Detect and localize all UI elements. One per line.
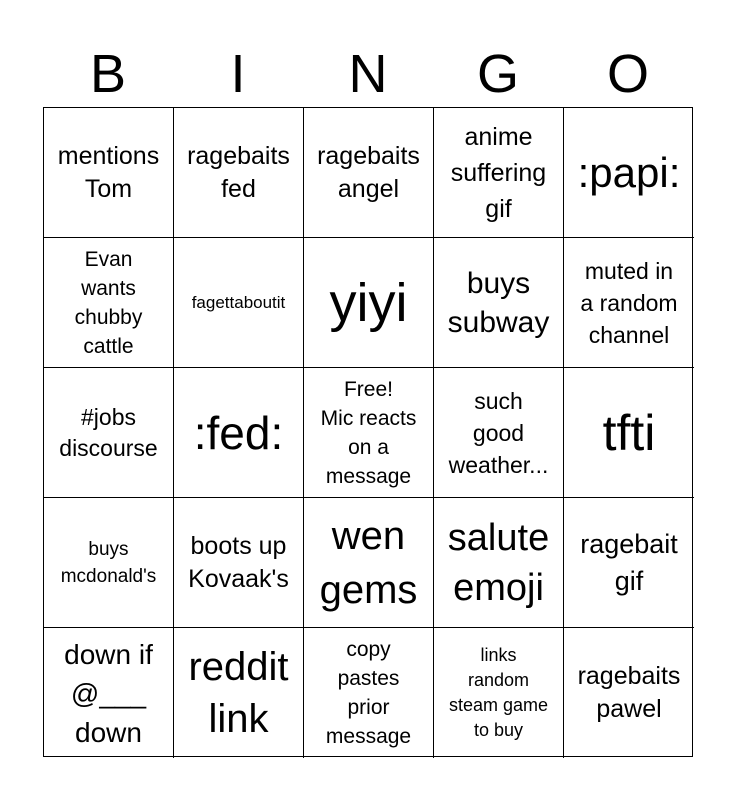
bingo-cell-text: ragebaits angel xyxy=(317,141,420,203)
bingo-cell-r1c3[interactable] xyxy=(304,108,434,238)
bingo-cell-r1c4[interactable] xyxy=(434,108,564,238)
bingo-cell-r1c2[interactable] xyxy=(174,108,304,238)
bingo-cell-r1c5[interactable] xyxy=(564,108,694,238)
bingo-cell-text: ragebaits fed xyxy=(187,141,290,203)
header-letter-b: B xyxy=(89,44,127,104)
bingo-board xyxy=(43,107,693,757)
bingo-cell-text: Evan wants chubby cattle xyxy=(74,247,143,358)
bingo-cell-text: links random steam game to buy xyxy=(448,645,549,740)
bingo-cell-text: :fed: xyxy=(193,406,284,459)
bingo-cell-text: wen gems xyxy=(319,513,418,612)
bingo-cell-text: salute emoji xyxy=(447,516,550,609)
bingo-cell-text: Free! Mic reacts on a message xyxy=(320,377,417,488)
header-letter-g: G xyxy=(476,44,519,104)
bingo-cell-r5c4[interactable] xyxy=(434,628,564,758)
bingo-cell-r2c1[interactable] xyxy=(44,238,174,368)
bingo-cell-r4c5[interactable] xyxy=(564,498,694,628)
bingo-cell-text: fagettaboutit xyxy=(191,292,286,312)
bingo-cell-text: reddit link xyxy=(188,645,289,741)
header-letter-o: O xyxy=(606,44,649,104)
bingo-cell-text: ragebait gif xyxy=(580,528,678,596)
bingo-cell-r2c2[interactable] xyxy=(174,238,304,368)
bingo-cell-text: copy pastes prior message xyxy=(325,638,412,748)
bingo-cell-r4c3[interactable] xyxy=(304,498,434,628)
bingo-cell-text: buys mcdonald's xyxy=(60,538,157,587)
bingo-cell-text: yiyi xyxy=(329,272,408,333)
header-letter-n: N xyxy=(348,44,388,104)
bingo-cell-r5c2[interactable] xyxy=(174,628,304,758)
bingo-cell-r4c1[interactable] xyxy=(44,498,174,628)
bingo-cell-text: :papi: xyxy=(577,148,681,196)
bingo-cell-r1c1[interactable] xyxy=(44,108,174,238)
bingo-cell-text: such good weather... xyxy=(448,387,549,478)
bingo-header xyxy=(43,40,693,108)
bingo-cell-text: boots up Kovaak's xyxy=(188,531,289,593)
header-letter-i: I xyxy=(230,44,246,104)
bingo-cell-r5c1[interactable] xyxy=(44,628,174,758)
bingo-cell-r5c3[interactable] xyxy=(304,628,434,758)
bingo-cell-text: muted in a random channel xyxy=(580,257,678,348)
bingo-cell-text: anime suffering gif xyxy=(450,122,547,223)
bingo-cell-r4c4[interactable] xyxy=(434,498,564,628)
bingo-cell-text: ragebaits pawel xyxy=(577,662,681,723)
bingo-cell-r5c5[interactable] xyxy=(564,628,694,758)
bingo-cell-text: buys subway xyxy=(447,266,550,339)
bingo-cell-r3c2[interactable] xyxy=(174,368,304,498)
bingo-cell-r4c2[interactable] xyxy=(174,498,304,628)
bingo-cell-r2c3[interactable] xyxy=(304,238,434,368)
bingo-cell-text: tfti xyxy=(602,404,656,461)
bingo-cell-r3c5[interactable] xyxy=(564,368,694,498)
bingo-cell-r3c4[interactable] xyxy=(434,368,564,498)
bingo-cell-text: down if @___ down xyxy=(64,638,153,748)
bingo-cell-text: mentions Tom xyxy=(57,141,160,203)
bingo-cell-r2c5[interactable] xyxy=(564,238,694,368)
bingo-cell-r3c1[interactable] xyxy=(44,368,174,498)
bingo-cell-r3c3[interactable] xyxy=(304,368,434,498)
bingo-cell-r2c4[interactable] xyxy=(434,238,564,368)
bingo-cell-text: #jobs discourse xyxy=(59,403,158,461)
